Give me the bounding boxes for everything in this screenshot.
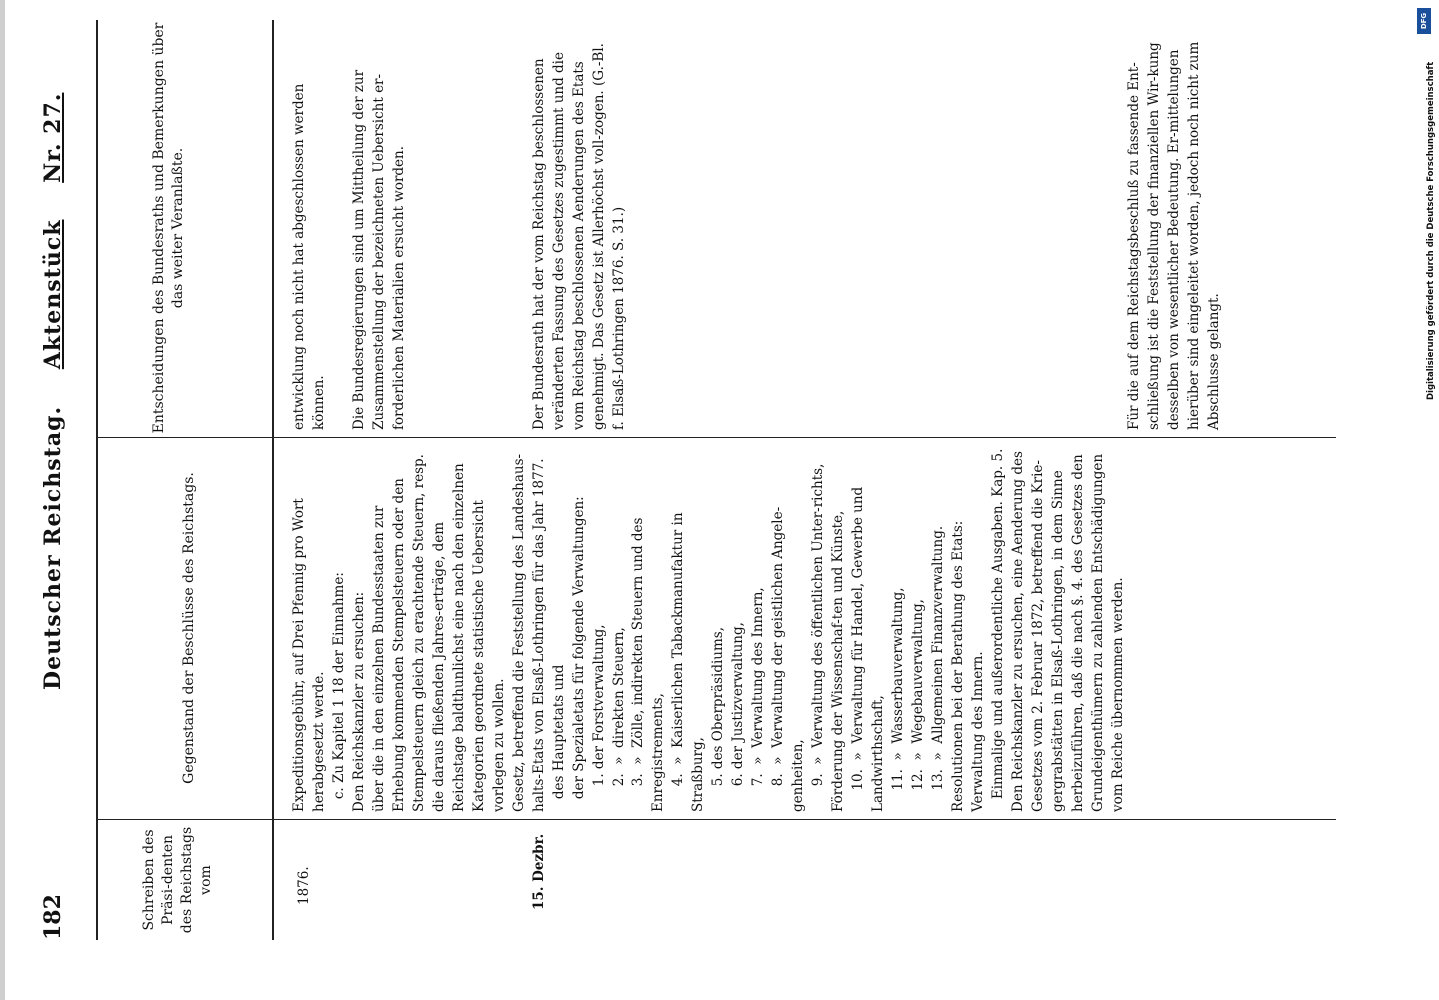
subject-text: Expeditionsgebühr, auf Drei Pfennig pro Wort herabgesetzt werde. c. Zu Kapitel 1 18 der Einnahme: Den Reichskanzler zu ersuchen: über die in den einzelnen Bundesstaaten zur Erhebung kommenden Stempelsteuern oder den Stempelsteuern gleich zu erachtende Steuern, resp. die daraus fließenden Jahres-erträge, dem Reichstage baldthunlichst eine nach den einzelnen Kategorien geordnete statistische Uebersicht vorlegen zu wollen. Gesetz, betreffend die Feststellung des Landeshaus-halts-Etats von Elsaß-Lothringen für das Jahr 1877. des Hauptetats und der Spezialetats für folgende Verwaltungen: 1. der Forstverwaltung, 2. » direkten Steuern, 3. » Zölle, indirekten Steuern und des Enregistrements, 4. » Kaiserlichen Tabackmanufaktur in Straßburg, 5. des Oberpräsidiums, 6. der Justizverwaltung, 7. » Verwaltung des Innern, 8. » Verwaltung der geistlichen Angele-genheiten, 9. » Verwaltung des öffentlichen Unter-richts, Förderung der Wissenschaf-ten und Künste, 10. » Verwaltung für Handel, Gewerbe und Landwirthschaft, 11. » Wasserbauverwaltung, 12. » Wegebauverwaltung, 13. » Allgemeinen Finanzverwaltung. Resolutionen bei der Berathung des Etats: Verwaltung des Innern. Einmalige und außerordentliche Ausgaben. Kap. 5. Den Reichskanzler zu ersuchen, eine Aenderung des Gesetzes vom 2. Februar 1872, betreffend die Krie-gergrabstätten in Elsaß-Lothringen, in dem Sinne herbeizuführen, daß die nach §. 4. des Gesetzes den Grundeigenthümern zu zahlenden Entschädigungen vom Reiche übernommen werden.: [291, 448, 1126, 812]
decision-block-2: Die Bundesregierungen sind um Mittheilung der zur Zusammenstellung der bezeichneten Uebersicht er-forderlichen Materialien ersucht worden.: [351, 65, 407, 430]
title-aktenstueck: Aktenstück: [40, 219, 66, 370]
dfg-logo-text: DFG: [1420, 12, 1428, 30]
date-15-dezbr: 15. Dezbr.: [531, 833, 547, 910]
decision-block-1: entwicklung noch nicht hat abgeschlossen werden können.: [291, 79, 327, 430]
decision-block-3: Der Bundesrath hat der vom Reichstag beschlossenen veränderten Fassung des Gesetzes zugestimmt und die vom Reichstag beschlossenen Aenderungen des Etats genehmigt. Das Gesetz ist Allerhöchst voll-zogen. (G.-Bl. f. Elsaß-Lothringen 1876. S. 31.): [531, 38, 627, 430]
page-title: [40, 65, 66, 690]
column-header-decisions-text: Entscheidungen des Bundesraths und Bemerkungen über das weiter Veranlaßte.: [151, 22, 186, 434]
column-header-date: [100, 822, 310, 938]
column-header-date-text: Schreiben des Präsi-denten des Reichstags vom: [141, 826, 214, 934]
title-number: Nr. 27.: [40, 92, 66, 183]
digitization-credit-text: Digitalisierung gefördert durch die Deutsche Forschungsgemeinschaft: [1426, 61, 1436, 400]
page-header: [40, 0, 80, 1000]
date-1876: 1876.: [296, 866, 312, 905]
table-top-rule: [96, 20, 98, 940]
title-reichstag: Deutscher Reichstag.: [40, 405, 66, 690]
column-divider-1: [96, 819, 1336, 820]
digitization-credit: [1423, 0, 1439, 1000]
decision-block-4: Für die auf dem Reichstagsbeschluß zu fassende Ent-schließung ist die Feststellung der finanziellen Wir-kung desselben von wesentlicher Bedeutung. Er-mittelungen hierüber sind eingeleitet worden, jedoch noch nicht zum Abschlusse gelangt.: [1126, 37, 1222, 430]
column-header-decisions: [100, 20, 320, 436]
column-header-subject-text: Gegenstand der Beschlüsse des Reichstags.: [181, 472, 197, 784]
page-number: 182: [40, 894, 66, 940]
